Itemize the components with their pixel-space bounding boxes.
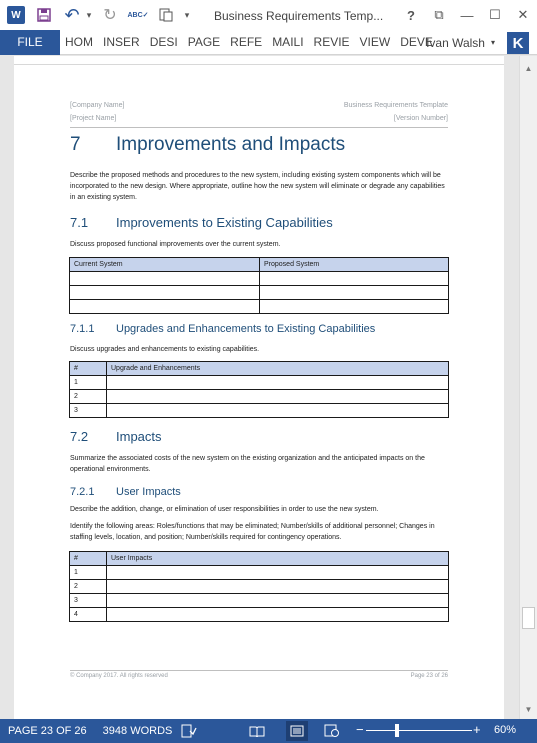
word-logo: W [7,6,25,24]
status-bar [0,719,537,743]
user-name-label: Ivan Walsh [426,35,485,50]
heading-7-1-1 [70,323,375,335]
heading-7-text: Improvements and Impacts [116,134,346,155]
table-cell[interactable] [70,272,260,286]
heading-7-1-text: Improvements to Existing Capabilities [116,215,333,230]
page-count-status[interactable]: PAGE 23 OF 26 [8,725,87,737]
window-title: Business Requirements Temp... [214,9,384,23]
table-cell[interactable] [107,594,449,608]
save-icon[interactable] [32,3,56,27]
scroll-thumb[interactable] [522,607,535,629]
undo-icon[interactable]: ↶ [64,4,80,25]
section-7-2-1-paragraph-1: Describe the addition, change, or elimination of user responsibilities in order to use the new system. [70,506,379,513]
header-version-number: [Version Number] [393,115,448,122]
section-7-2-paragraph: Summarize the associated costs of the new system on the existing organization and the anticipated impacts on the operational environments. [70,455,425,473]
document-page[interactable] [14,56,504,719]
ribbon-display-options-button[interactable]: ⧉ [434,7,444,22]
heading-7 [70,134,345,156]
heading-7-2-text: Impacts [116,429,162,444]
table-cell[interactable]: 1 [70,376,107,390]
table-row [70,566,449,580]
heading-7-2-1-text: User Impacts [116,486,181,498]
close-button[interactable]: ✕ [517,7,529,22]
word-count-status[interactable]: 3948 WORDS [102,725,173,737]
current-vs-proposed-table [69,257,449,314]
table-cell[interactable] [70,286,260,300]
read-mode-icon[interactable] [248,724,266,738]
table-cell[interactable] [107,376,449,390]
maximize-button[interactable]: ☐ [489,7,501,22]
heading-7-1-1-number: 7.1.1 [70,323,95,335]
table-row [70,376,449,390]
table-cell[interactable] [107,566,449,580]
heading-7-1 [70,215,333,230]
table-row [70,390,449,404]
table-cell[interactable] [260,286,449,300]
tab-references[interactable]: REFE [230,35,263,49]
table-header-number: # [70,362,107,376]
document-area[interactable] [0,56,519,719]
tab-developer[interactable]: DEVE [400,35,433,49]
tab-design[interactable]: DESI [149,35,178,49]
section-7-1-1-paragraph: Discuss upgrades and enhancements to existing capabilities. [70,346,260,353]
table-row [70,594,449,608]
footer-divider [70,670,448,671]
table-header-current-system: Current System [70,258,260,272]
tab-insert[interactable]: INSER [103,35,140,49]
page-layout-icon[interactable] [154,3,178,27]
upgrades-table [69,361,449,418]
footer-copyright: © Company 2017. All rights reserved [70,673,168,679]
tab-mailings[interactable]: MAILI [272,35,304,49]
user-account[interactable] [426,30,495,55]
undo-dropdown-icon[interactable]: ▾ [86,9,92,20]
zoom-level[interactable]: 60% [494,724,517,736]
table-row [70,580,449,594]
table-cell[interactable]: 3 [70,404,107,418]
help-button[interactable]: ? [407,7,415,23]
window-controls [397,0,537,30]
ribbon-tabs [0,30,537,55]
quick-access-toolbar [0,0,192,30]
table-header-upgrade-and-enhancements: Upgrade and Enhancements [107,362,449,376]
heading-7-2-1 [70,486,181,498]
page-break-line [14,64,504,65]
header-divider [70,127,448,128]
table-cell[interactable] [70,300,260,314]
word-app-icon[interactable] [4,3,28,27]
table-header-user-impacts: User Impacts [107,552,449,566]
minimize-button[interactable]: — [460,7,474,23]
table-cell[interactable] [260,272,449,286]
zoom-in-button[interactable]: + [473,722,481,737]
table-row [70,286,449,300]
table-cell[interactable] [107,608,449,622]
footer-page-number: Page 23 of 26 [410,673,448,679]
heading-7-2 [70,429,162,444]
section-7-2-1-paragraph-2: Identify the following areas: Roles/functions that may be eliminated; Number/skills of additional personnel; Changes in staffing levels, location, and position; Number/skills required for contingency operations. [70,523,435,541]
tab-file[interactable]: FILE [0,30,60,55]
title-bar [0,0,537,30]
heading-7-1-number: 7.1 [70,215,89,230]
header-company-name: [Company Name] [70,102,125,109]
table-cell[interactable]: 4 [70,608,107,622]
web-layout-icon[interactable] [323,724,341,738]
scroll-down-icon[interactable]: ▼ [524,704,533,714]
intro-paragraph: Describe the proposed methods and procedures to the new system, including existing system components which will be incorporated to the new design. Where appropriate, outline how the new system will eliminate or degrade any capabilities in an existing system. [70,172,445,201]
heading-7-number: 7 [70,134,81,155]
heading-7-2-number: 7.2 [70,429,89,444]
vertical-scrollbar[interactable] [519,56,537,719]
table-cell[interactable]: 3 [70,594,107,608]
table-cell[interactable]: 2 [70,580,107,594]
table-cell[interactable] [107,404,449,418]
tab-home[interactable]: HOM [65,35,93,49]
zoom-slider-handle[interactable] [395,724,399,737]
avatar[interactable]: K [507,32,529,54]
header-template-name: Business Requirements Template [343,102,448,109]
heading-7-2-1-number: 7.2.1 [70,486,95,498]
heading-7-1-1-text: Upgrades and Enhancements to Existing Capabilities [116,323,376,335]
table-cell[interactable]: 1 [70,566,107,580]
table-header-number: # [70,552,107,566]
table-cell[interactable] [107,580,449,594]
customize-dropdown-icon[interactable]: ▾ [184,9,190,20]
table-row [70,272,449,286]
user-caret-icon: ▾ [490,38,495,47]
proofing-icon[interactable] [180,724,198,738]
table-header-proposed-system: Proposed System [260,258,449,272]
table-cell[interactable] [260,300,449,314]
table-cell[interactable] [107,390,449,404]
tab-review[interactable]: REVIE [313,35,350,49]
tab-page-layout[interactable]: PAGE [187,35,221,49]
table-row [70,404,449,418]
redo-icon[interactable]: ↻ [103,7,117,24]
table-cell[interactable]: 2 [70,390,107,404]
table-row [70,300,449,314]
zoom-out-button[interactable]: − [356,722,364,737]
spelling-icon[interactable]: ABC✓ [127,12,149,19]
user-impacts-table [69,551,449,622]
print-layout-icon[interactable] [286,721,308,741]
zoom-slider[interactable] [366,730,472,731]
header-project-name: [Project Name] [70,115,117,122]
table-row [70,608,449,622]
section-7-1-paragraph: Discuss proposed functional improvements over the current system. [70,241,281,248]
scroll-up-icon[interactable]: ▲ [524,63,533,73]
tab-view[interactable]: VIEW [359,35,391,49]
